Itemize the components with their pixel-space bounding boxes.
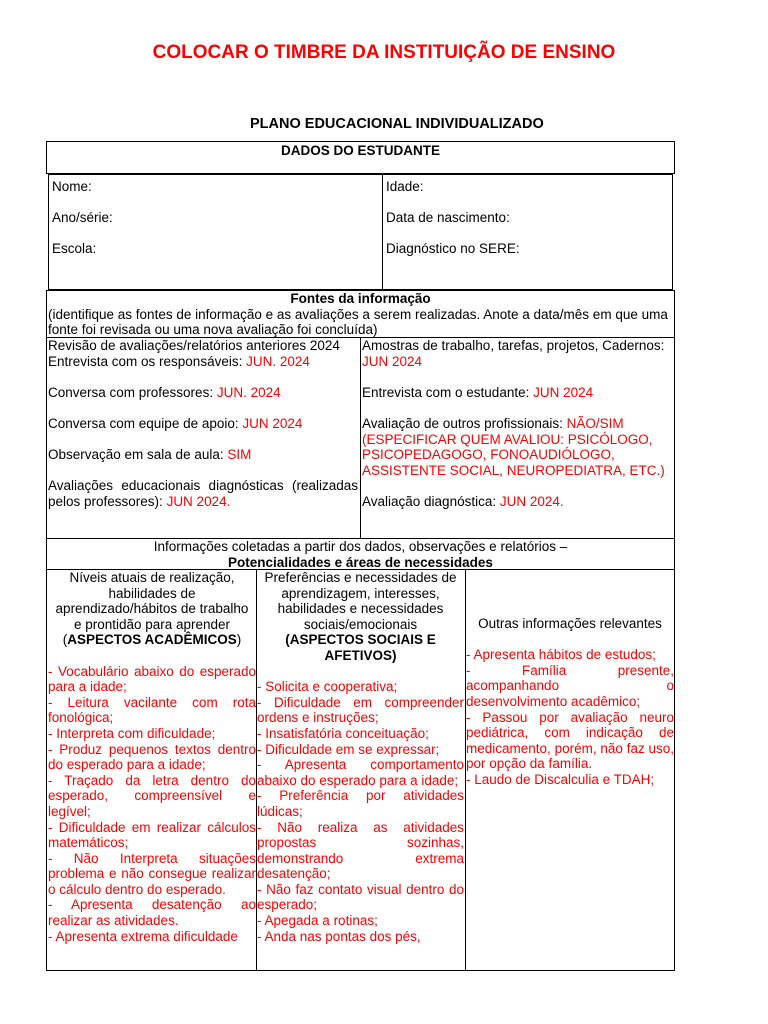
other-items	[466, 647, 674, 787]
student-fields-table	[48, 174, 673, 290]
list-item: - Vocabulário abaixo do esperado para a idade;	[48, 663, 256, 695]
list-item: - Produz pequenos textos dentro do esperado para a idade;	[48, 741, 256, 773]
list-item: - Dificuldade em compreender ordens e instruções;	[257, 694, 464, 726]
sources-left-column	[48, 338, 358, 510]
source-amostras-trabalho-value: JUN 2024	[362, 353, 423, 369]
sources-heading: Fontes da informação	[290, 291, 431, 306]
source-avaliacao-diagnostica: Avaliação diagnóstica:	[362, 493, 500, 509]
student-data-heading: DADOS DO ESTUDANTE	[280, 143, 440, 158]
list-item: - Solicita e cooperativa;	[257, 679, 398, 695]
field-nome: Nome:	[52, 179, 92, 194]
list-item: - Insatisfatória conceituação;	[257, 725, 429, 741]
list-item: - Apresenta extrema dificuldade	[48, 928, 238, 944]
list-item: - Não Interpreta situações problema e não consegue realizar o cálculo dentro do esperado.	[48, 850, 256, 897]
list-item: - Dificuldade em se expressar;	[257, 741, 440, 757]
social-header: Preferências e necessidades de aprendizagem, interesses, habilidades e necessidades sociais/emocionais	[264, 570, 457, 632]
source-entrevista-responsaveis: Entrevista com os responsáveis:	[48, 353, 247, 369]
student-data-header	[46, 141, 675, 174]
list-item: - Preferência por atividades lúdicas;	[257, 788, 464, 819]
needs-header	[46, 538, 675, 570]
source-outros-profissionais: Avaliação de outros profissionais:	[362, 415, 567, 431]
list-item: - Apegada a rotinas;	[257, 913, 378, 929]
academic-header: Níveis atuais de realização, habilidades de aprendizado/hábitos de trabalho e prontidão para aprender	[55, 570, 249, 632]
source-avaliacoes-diagnosticas: Avaliações educacionais diagnósticas (realizadas pelos professores):	[48, 478, 358, 509]
list-item: - Traçado da letra dentro do esperado, compreensível e legível;	[48, 772, 256, 819]
field-idade: Idade:	[386, 179, 424, 194]
needs-heading-line1: Informações coletadas a partir dos dados, observações e relatórios –	[153, 539, 568, 554]
sources-instructions: (identifique as fontes de informação e as avaliações a serem realizadas. Anote a data/mês em que uma fonte foi revisada ou uma nova avaliação foi concluída)	[48, 306, 668, 338]
source-revisao: Revisão de avaliações/relatórios anteriores 2024	[48, 338, 340, 353]
list-item: - Não realiza as atividades propostas sozinhas, demonstrando extrema desatenção;	[257, 819, 464, 882]
sources-table	[46, 337, 675, 539]
social-items	[257, 679, 464, 944]
list-item: - Anda nas pontas dos pés,	[257, 928, 421, 944]
field-escola: Escola:	[52, 241, 97, 256]
source-entrevista-responsaveis-value: JUN. 2024	[246, 353, 310, 369]
source-conversa-professores: Conversa com professores:	[48, 384, 217, 400]
source-avaliacao-diagnostica-value: JUN 2024.	[499, 493, 564, 509]
field-ano-serie: Ano/série:	[52, 210, 113, 225]
list-item: - Não faz contato visual dentro do esperado;	[257, 881, 464, 913]
list-item: - Família presente, acompanhando o desenvolvimento acadêmico;	[466, 662, 674, 709]
field-diagnostico-sere: Diagnóstico no SERE:	[386, 241, 520, 256]
needs-heading-line2: Potencialidades e áreas de necessidades	[228, 554, 493, 570]
list-item: - Interpreta com dificuldade;	[48, 725, 216, 741]
source-amostras-trabalho: Amostras de trabalho, tarefas, projetos, Cadernos:	[362, 338, 665, 353]
other-header: Outras informações relevantes	[478, 616, 662, 631]
needs-col-social	[257, 570, 464, 944]
source-observacao-sala: Observação em sala de aula:	[48, 447, 228, 463]
field-data-nascimento: Data de nascimento:	[386, 210, 510, 225]
list-item: - Passou por avaliação neuro pediátrica, com indicação de medicamento, porém, não faz uso, por opção da família.	[466, 709, 674, 772]
needs-col-academic	[48, 570, 256, 944]
sources-right-column	[362, 338, 672, 510]
academic-subheader: (ASPECTOS ACADÊMICOS)	[62, 632, 242, 648]
social-subheader: (ASPECTOS SOCIAIS E AFETIVOS)	[285, 632, 436, 663]
source-equipe-apoio: Conversa com equipe de apoio:	[48, 415, 243, 431]
list-item: - Apresenta comportamento abaixo do esperado para a idade;	[257, 757, 464, 788]
institution-letterhead-placeholder: COLOCAR O TIMBRE DA INSTITUIÇÃO DE ENSINO	[152, 42, 616, 63]
list-item: - Apresenta desatenção ao realizar as atividades.	[48, 897, 256, 929]
source-observacao-sala-value: SIM	[227, 447, 252, 463]
needs-col-other	[466, 570, 674, 788]
source-entrevista-estudante-value: JUN 2024	[533, 384, 594, 400]
source-entrevista-estudante: Entrevista com o estudante:	[362, 384, 534, 400]
academic-items	[48, 664, 256, 945]
list-item: - Leitura vacilante com rota fonológica;	[48, 694, 256, 726]
source-conversa-professores-value: JUN. 2024	[216, 384, 281, 400]
source-outros-profissionais-value: NÃO/SIM (ESPECIFICAR QUEM AVALIOU: PSICÓLOGO, PSICOPEDAGOGO, FONOAUDIÓLOGO, ASSISTENTE SOCIAL, NEUROPEDIATRA, ETC.)	[362, 415, 665, 478]
document-title: PLANO EDUCACIONAL INDIVIDUALIZADO	[250, 116, 544, 132]
list-item: - Laudo de Discalculia e TDAH;	[466, 771, 655, 787]
needs-table	[46, 569, 675, 971]
source-equipe-apoio-value: JUN 2024	[242, 415, 303, 431]
source-avaliacoes-diagnosticas-value: JUN 2024.	[166, 493, 231, 509]
list-item: - Apresenta hábitos de estudos;	[466, 647, 656, 663]
sources-header	[46, 290, 675, 338]
list-item: - Dificuldade em realizar cálculos matemáticos;	[48, 819, 256, 851]
